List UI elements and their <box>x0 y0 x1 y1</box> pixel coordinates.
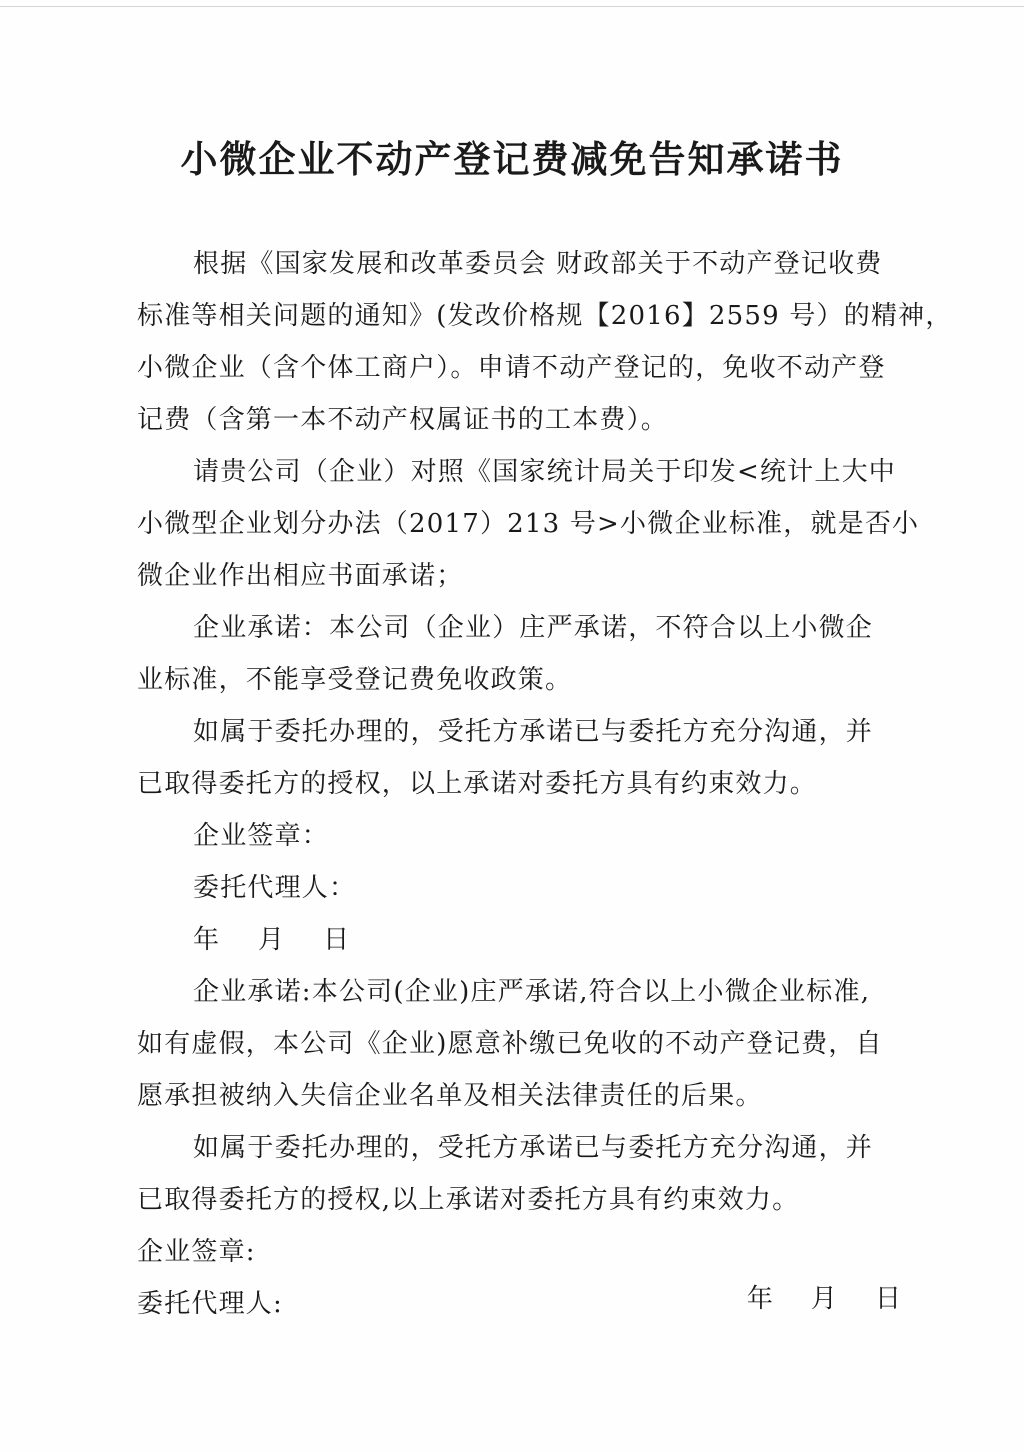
text-line: 微企业作出相应书面承诺； <box>137 561 464 591</box>
paragraph-legal-basis <box>137 238 953 446</box>
paragraph-entrusted-2 <box>137 1122 912 1226</box>
agent-label: 委托代理人: <box>137 1289 283 1319</box>
text-line: 如属于委托办理的，受托方承诺已与委托方充分沟通，并 <box>193 1133 874 1163</box>
text-line: 业标准，不能享受登记费免收政策。 <box>137 665 573 695</box>
text-line: 已取得委托方的授权,以上承诺对委托方具有约束效力。 <box>137 1185 800 1215</box>
text-line: 如属于委托办理的，受托方承诺已与委托方充分沟通，并 <box>193 717 874 747</box>
paragraph-entrusted-1 <box>137 706 912 810</box>
scan-edge-line <box>0 6 1024 7</box>
text-line: 小微型企业划分办法（2017）213 号>小微企业标准，就是否小 <box>137 509 920 539</box>
paragraph-request <box>137 446 920 602</box>
date-line-final: 年 月 日 <box>746 1284 902 1314</box>
company-seal-label: 企业签章： <box>193 821 330 851</box>
agent-label: 委托代理人： <box>193 873 357 903</box>
document-body <box>137 238 953 1330</box>
text-line: 企业承诺:本公司(企业)庄严承诺,符合以上小微企业标准, <box>193 977 871 1007</box>
date-line: 年 月 日 <box>193 925 351 955</box>
text-line: 愿承担被纳入失信企业名单及相关法律责任的后果。 <box>137 1081 763 1111</box>
text-line: 已取得委托方的授权，以上承诺对委托方具有约束效力。 <box>137 769 818 799</box>
paragraph-commitment-not-qualified <box>137 602 912 706</box>
text-line: 小微企业（含个体工商户）。申请不动产登记的，免收不动产登 <box>137 353 886 383</box>
paragraph-commitment-qualified <box>137 966 912 1122</box>
text-line: 如有虚假，本公司《企业)愿意补缴已免收的不动产登记费，自 <box>137 1029 883 1059</box>
text-line: 请贵公司（企业）对照《国家统计局关于印发<统计上大中 <box>193 457 896 487</box>
text-line: 标准等相关问题的通知》(发改价格规【2016】2559 号）的精神， <box>137 301 953 331</box>
company-seal-label: 企业签章: <box>137 1237 256 1267</box>
signature-block-1 <box>137 810 912 966</box>
document-title: 小微企业不动产登记费减免告知承诺书 <box>180 137 844 181</box>
text-line: 企业承诺：本公司（企业）庄严承诺，不符合以上小微企 <box>193 613 874 643</box>
text-line: 记费（含第一本不动产权属证书的工本费）。 <box>137 405 669 435</box>
text-line: 根据《国家发展和改革委员会 财政部关于不动产登记收费 <box>193 249 883 279</box>
